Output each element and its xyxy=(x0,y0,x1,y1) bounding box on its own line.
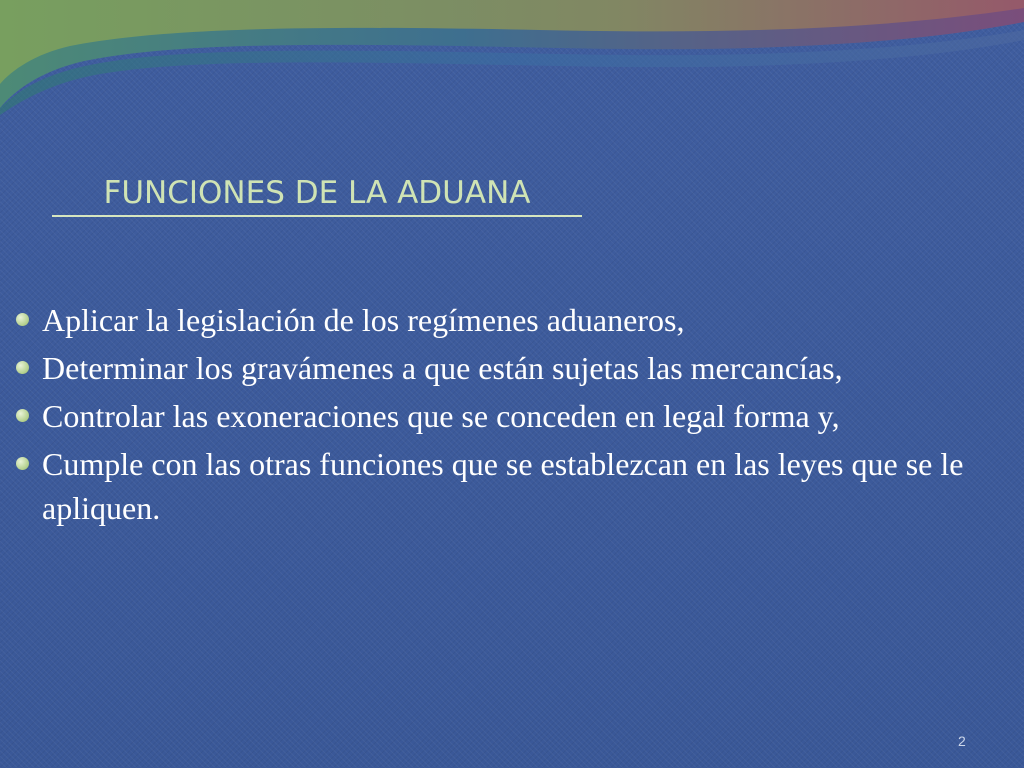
slide-title: FUNCIONES DE LA ADUANA xyxy=(52,173,582,217)
page-number: 2 xyxy=(958,733,966,749)
top-wave-decoration xyxy=(0,0,1024,120)
bullet-text: Determinar los gravámenes a que están sujetas las mercancías, xyxy=(42,350,843,386)
bullet-list xyxy=(14,298,1014,534)
bullet-item xyxy=(14,346,1014,390)
bullet-text: Aplicar la legislación de los regímenes aduaneros, xyxy=(42,302,685,338)
bullet-item xyxy=(14,394,1014,438)
bullet-text: Cumple con las otras funciones que se establezcan en las leyes que se le apliquen. xyxy=(42,446,964,526)
bullet-text: Controlar las exoneraciones que se conceden en legal forma y, xyxy=(42,398,840,434)
bullet-dot-icon xyxy=(16,457,29,470)
bullet-item xyxy=(14,442,1014,530)
bullet-dot-icon xyxy=(16,361,29,374)
bullet-dot-icon xyxy=(16,409,29,422)
bullet-item xyxy=(14,298,1014,342)
bullet-dot-icon xyxy=(16,313,29,326)
